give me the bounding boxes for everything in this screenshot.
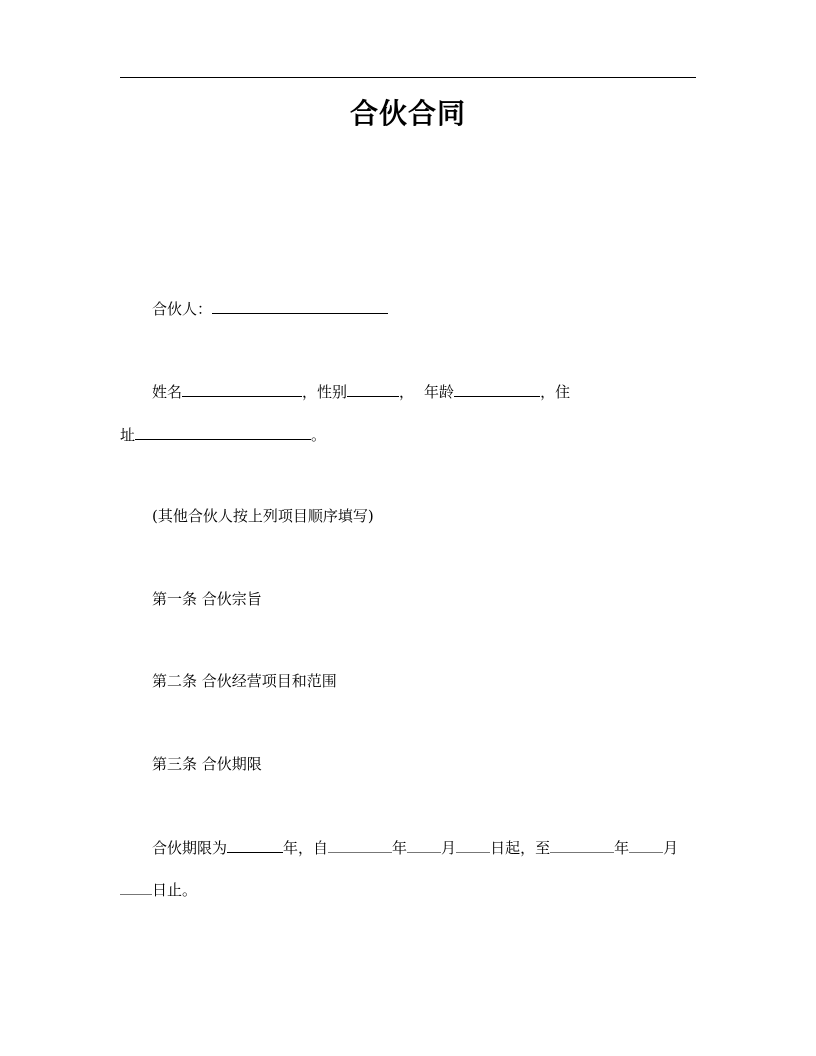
partner-info-line (152, 381, 570, 402)
start-year-label: 年 (392, 839, 408, 857)
term-year-unit: 年，自 (283, 839, 329, 857)
name-blank[interactable] (182, 381, 302, 397)
address-blank[interactable] (135, 424, 311, 440)
age-blank[interactable] (454, 381, 540, 397)
age-label: 年龄 (424, 383, 455, 401)
end-day-blank[interactable] (120, 879, 152, 895)
address-line (120, 424, 326, 445)
term-prefix: 合伙期限为 (152, 839, 228, 857)
start-day-blank[interactable] (456, 837, 490, 853)
partner-label: 合伙人： (152, 300, 213, 318)
gender-blank[interactable] (347, 381, 399, 397)
article-3-heading: 第三条 合伙期限 (152, 755, 262, 773)
term-line (152, 837, 678, 858)
header-rule (120, 77, 696, 78)
end-month-blank[interactable] (629, 837, 663, 853)
article-2-heading: 第二条 合伙经营项目和范围 (152, 672, 337, 690)
start-year-blank[interactable] (328, 837, 392, 853)
article-1-heading: 第一条 合伙宗旨 (152, 590, 262, 608)
name-label: 姓名 (152, 383, 183, 401)
partner-blank[interactable] (212, 298, 388, 314)
end-day-label: 日止。 (152, 881, 198, 899)
end-month-label: 月 (663, 839, 679, 857)
fill-note: (其他合伙人按上列项目顺序填写) (152, 507, 374, 525)
term-end-line (120, 879, 197, 900)
address-label-start: ，住 (540, 383, 571, 401)
address-label-end: 址 (120, 426, 136, 444)
start-month-blank[interactable] (407, 837, 441, 853)
end-year-label: 年 (614, 839, 630, 857)
start-month-label: 月 (441, 839, 457, 857)
start-day-label: 日起，至 (490, 839, 551, 857)
term-years-blank[interactable] (227, 837, 283, 853)
age-separator: ， (399, 383, 415, 401)
address-period: 。 (311, 426, 327, 444)
gender-label: ，性别 (302, 383, 348, 401)
end-year-blank[interactable] (550, 837, 614, 853)
document-title: 合伙合同 (349, 97, 466, 130)
partner-line (152, 298, 388, 319)
